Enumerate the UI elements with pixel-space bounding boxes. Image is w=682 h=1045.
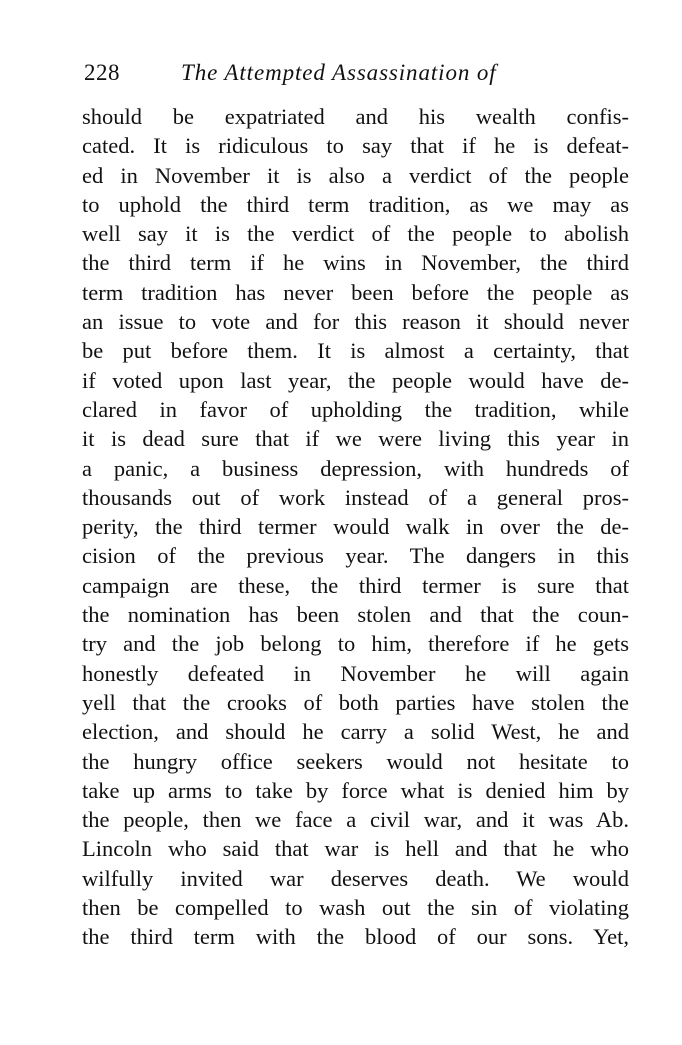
text-line: to uphold the third term tradition, as we may as [82,191,629,217]
text-line: the people, then we face a civil war, and it was Ab. [82,807,629,833]
text-line: honestly defeated in November he will again [82,660,629,686]
text-line: campaign are these, the third termer is sure that [82,572,629,598]
text-line: cision of the previous year. The dangers in this [82,543,629,569]
text-line: take up arms to take by force what is denied him by [82,777,629,803]
text-line: be put before them. It is almost a certainty, that [82,338,629,364]
text-line: Lincoln who said that war is hell and that he who [82,836,629,862]
text-line: if voted upon last year, the people would have de- [82,367,629,393]
page-number: 228 [84,60,120,85]
text-line: the third term with the blood of our sons. Yet, [82,924,629,950]
text-line: wilfully invited war deserves death. We would [82,865,629,891]
text-line: it is dead sure that if we were living this year in [82,426,629,452]
text-line: should be expatriated and his wealth confis- [82,104,629,129]
text-line: then be compelled to wash out the sin of violating [82,895,629,921]
text-line: the third term if he wins in November, the third [82,250,629,276]
text-line: well say it is the verdict of the people to abolish [82,221,629,247]
text-line: term tradition has never been before the people as [82,279,629,305]
text-line: thousands out of work instead of a general pros- [82,484,629,510]
text-line: a panic, a business depression, with hundreds of [82,455,629,481]
text-line: an issue to vote and for this reason it should never [82,309,629,335]
text-line: try and the job belong to him, therefore if he gets [82,631,629,657]
text-line: cated. It is ridiculous to say that if he is defeat- [82,133,629,159]
text-line: the hungry office seekers would not hesitate to [82,748,629,774]
body-text [82,102,629,952]
text-line: yell that the crooks of both parties have stolen the [82,689,629,715]
text-line: clared in favor of upholding the tradition, while [82,396,629,422]
text-line: election, and should he carry a solid West, he and [82,719,629,745]
running-head [84,56,544,90]
text-line: the nomination has been stolen and that the coun- [82,602,629,628]
text-line: perity, the third termer would walk in over the de- [82,514,629,540]
text-line: ed in November it is also a verdict of the people [82,162,629,188]
running-title: The Attempted Assassination of [181,60,497,85]
